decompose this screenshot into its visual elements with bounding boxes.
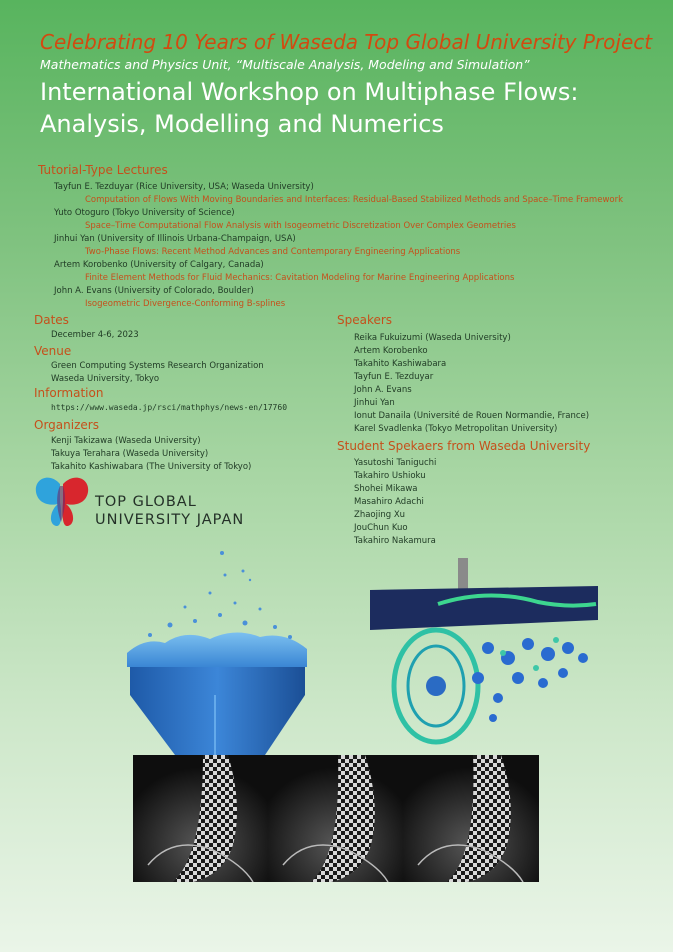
logo-text [95, 493, 244, 529]
student-name: Masahiro Adachi [354, 497, 424, 507]
lecture-title: Two-Phase Flows: Recent Method Advances and Contemporary Engineering Applications [85, 247, 461, 257]
organizer-name: Takuya Terahara (Waseda University) [51, 449, 209, 459]
unit-subtitle: Mathematics and Physics Unit, “Multiscale Analysis, Modeling and Simulation” [40, 57, 530, 72]
lecture-title: Isogeometric Divergence-Conforming B-splines [85, 299, 286, 309]
celebration-heading: Celebrating 10 Years of Waseda Top Global University Project [40, 30, 653, 54]
butterfly-logo-icon [32, 474, 92, 530]
organizers-list [51, 435, 251, 474]
speaker-name: Ionut Danaila (Université de Rouen Normandie, France) [354, 411, 590, 421]
students-heading: Student Spekaers from Waseda University [337, 439, 591, 453]
student-name: JouChun Kuo [354, 523, 408, 533]
propeller-simulation-image [368, 558, 600, 753]
student-name: Takahiro Ushioku [354, 471, 426, 481]
lecture-speaker: Jinhui Yan (University of Illinois Urbana-Champaign, USA) [54, 234, 296, 244]
organizer-name: Takahito Kashiwabara (The University of Tokyo) [51, 462, 252, 472]
workshop-title [40, 76, 578, 140]
speaker-name: Karel Svadlenka (Tokyo Metropolitan University) [354, 424, 558, 434]
information-heading: Information [34, 386, 104, 400]
lecture-title: Space–Time Computational Flow Analysis with Isogeometric Discretization Over Complex Geometries [85, 221, 516, 231]
speaker-name: Jinhui Yan [354, 398, 395, 408]
workshop-title-line1: International Workshop on Multiphase Flows: [40, 78, 579, 106]
scan-comparison-image [133, 755, 539, 882]
organizers-heading: Organizers [34, 418, 99, 432]
speaker-name: Takahito Kashiwabara [354, 359, 447, 369]
venue-line1: Green Computing Systems Research Organization [51, 361, 264, 371]
lecture-speaker: Tayfun E. Tezduyar (Rice University, USA; Waseda University) [54, 182, 314, 192]
dates-value: December 4-6, 2023 [51, 330, 139, 340]
workshop-title-line2: Analysis, Modelling and Numerics [40, 110, 444, 138]
student-name: Takahiro Nakamura [354, 536, 436, 546]
lecture-title: Finite Element Methods for Fluid Mechanics: Cavitation Modeling for Marine Engineering Applications [85, 273, 515, 283]
venue-value [51, 360, 264, 386]
student-name: Shohei Mikawa [354, 484, 418, 494]
venue-line2: Waseda University, Tokyo [51, 374, 160, 384]
students-list [354, 457, 436, 548]
lecture-speaker: John A. Evans (University of Colorado, Boulder) [54, 286, 254, 296]
information-url-link[interactable]: https://www.waseda.jp/rsci/mathphys/news-en/17760 [51, 403, 288, 412]
tutorial-list [54, 181, 623, 311]
speakers-heading: Speakers [337, 313, 393, 327]
lecture-speaker: Artem Korobenko (University of Calgary, Canada) [54, 260, 264, 270]
speaker-name: Tayfun E. Tezduyar [354, 372, 434, 382]
organizer-name: Kenji Takizawa (Waseda University) [51, 436, 201, 446]
student-name: Yasutoshi Taniguchi [354, 458, 437, 468]
lecture-speaker: Yuto Otoguro (Tokyo University of Science) [54, 208, 235, 218]
lecture-title: Computation of Flows With Moving Boundaries and Interfaces: Residual-Based Stabilized Methods and Space–Time Framework [85, 195, 624, 205]
speaker-name: Artem Korobenko [354, 346, 428, 356]
speaker-name: Reika Fukuizumi (Waseda University) [354, 333, 511, 343]
venue-heading: Venue [34, 344, 72, 358]
tutorial-heading: Tutorial-Type Lectures [38, 163, 168, 177]
speakers-list [354, 332, 589, 436]
particle-simulation-image [125, 545, 315, 760]
student-name: Zhaojing Xu [354, 510, 406, 520]
logo-line1: TOP GLOBAL [95, 494, 197, 510]
logo-line2: UNIVERSITY JAPAN [95, 512, 245, 528]
dates-heading: Dates [34, 313, 69, 327]
speaker-name: John A. Evans [354, 385, 412, 395]
